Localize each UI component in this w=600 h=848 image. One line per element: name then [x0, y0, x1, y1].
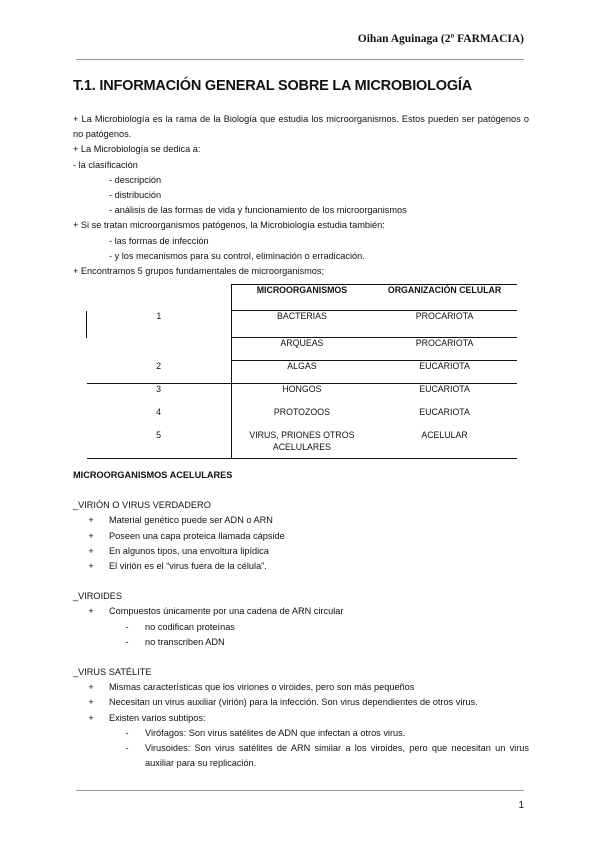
plus-bullet: +	[88, 606, 94, 617]
intro-list-item: - y los mecanismos para su control, eliminación o erradicación.	[109, 250, 365, 261]
intro-paragraph-5: + Encontramos 5 grupos fundamentales de microorganismos;	[73, 266, 325, 277]
table-cell-org: EUCARIOTA	[419, 384, 470, 394]
intro-section	[73, 112, 529, 279]
plus-bullet: +	[88, 561, 94, 572]
table-cell-org: EUCARIOTA	[419, 406, 470, 417]
intro-list-item: - descripción	[109, 174, 162, 185]
list-item: + Mismas características que los viriones o viroides, pero son más pequeños	[73, 680, 529, 695]
list-item: + Necesitan un virus auxiliar (virión) para la infección. Son virus dependientes de otros virus.	[73, 695, 529, 710]
table-cell-micro: VIRUS, PRIONES OTROS ACELULARES	[231, 429, 372, 459]
intro-paragraph-1: + La Microbiología es la rama de la Biología que estudia los microorganismos. Estos pueden ser patógenos o no patógenos.	[73, 114, 529, 140]
microorganisms-table	[86, 284, 517, 459]
table-row	[87, 338, 518, 361]
plus-bullet: +	[88, 697, 94, 708]
table-cell-number: 1	[87, 311, 232, 338]
table-cell-number: 4	[156, 406, 162, 417]
table-cell-micro: ALGAS	[231, 361, 372, 384]
dash-bullet: -	[125, 636, 129, 647]
sub-list-item: - Virusoides: Son virus satélites de ARN similar a los viroides, pero que necesitan un virus auxiliar para su replicación.	[73, 741, 529, 771]
table-cell-micro: HONGOS	[231, 384, 372, 407]
list-item: + El virión es el “virus fuera de la célula”.	[73, 559, 529, 574]
table-row	[87, 407, 518, 429]
header-author: Oihan Aguinaga (2º FARMACIA)	[357, 33, 524, 45]
table-cell-org: PROCARIOTA	[372, 311, 517, 338]
table-cell-number: 2	[87, 361, 232, 384]
table-cell-number: 5	[87, 429, 232, 459]
dash-bullet: -	[125, 621, 129, 632]
list-item: + Existen varios subtipos:	[73, 711, 529, 726]
intro-paragraph-4: + Si se tratan microorganismos patógenos, la Microbiología estudia también:	[73, 220, 385, 231]
plus-bullet: +	[88, 712, 94, 723]
table-cell-number	[87, 338, 232, 361]
satelite-heading: _VIRUS SATÉLITE	[73, 667, 152, 678]
footer-rule	[76, 790, 524, 791]
table-row	[87, 361, 518, 384]
acelulares-heading: MICROORGANISMOS ACELULARES	[73, 470, 233, 480]
table-cell-micro: PROTOZOOS	[231, 407, 372, 429]
table-header-row	[87, 285, 518, 311]
table-cell-micro: BACTERIAS	[231, 311, 372, 338]
plus-bullet: +	[88, 515, 94, 526]
table-cell-number: 3	[156, 384, 162, 394]
plus-bullet: +	[88, 530, 94, 541]
header-rule	[76, 59, 524, 60]
table-cell-org: PROCARIOTA	[372, 338, 517, 361]
table-cell-org: ACELULAR	[372, 429, 517, 459]
page-number: 1	[518, 800, 524, 811]
list-item: + Compuestos únicamente por una cadena de ARN circular	[73, 604, 529, 619]
intro-list-item: - distribución	[109, 190, 162, 201]
table-row	[87, 429, 518, 459]
table-header-micro: MICROORGANISMOS	[231, 285, 372, 311]
acelulares-section	[73, 468, 529, 771]
sub-list-item: - no codifican proteínas	[73, 620, 529, 635]
page-title: T.1. INFORMACIÓN GENERAL SOBRE LA MICROBIOLOGÍA	[73, 78, 473, 94]
virion-heading: _VIRIÓN O VIRUS VERDADERO	[73, 500, 211, 511]
sub-list-item: - no transcriben ADN	[73, 635, 529, 650]
table-cell-micro: ARQUEAS	[231, 338, 372, 361]
intro-list-item: - análisis de las formas de vida y funcionamiento de los microorganismos	[109, 205, 407, 216]
table-header-blank	[87, 285, 232, 311]
intro-paragraph-3: - la clasificación	[73, 159, 138, 170]
sub-list-item: - Virófagos: Son virus satélites de ADN que infectan a otros virus.	[73, 726, 529, 741]
table-row	[87, 311, 518, 338]
dash-bullet: -	[125, 727, 129, 738]
table-header-org: ORGANIZACIÓN CELULAR	[372, 285, 517, 311]
intro-paragraph-2: + La Microbiología se dedica a:	[73, 144, 201, 155]
list-item: + Poseen una capa proteica llamada cápside	[73, 529, 529, 544]
intro-list-item: - las formas de infección	[109, 235, 209, 246]
table-row	[87, 384, 518, 407]
viroides-heading: _VIROIDES	[73, 591, 123, 602]
list-item: + Material genético puede ser ADN o ARN	[73, 513, 529, 528]
plus-bullet: +	[88, 545, 94, 556]
table-cell-org: EUCARIOTA	[372, 361, 517, 384]
dash-bullet: -	[125, 743, 129, 754]
list-item: + En algunos tipos, una envoltura lipídica	[73, 544, 529, 559]
plus-bullet: +	[88, 682, 94, 693]
